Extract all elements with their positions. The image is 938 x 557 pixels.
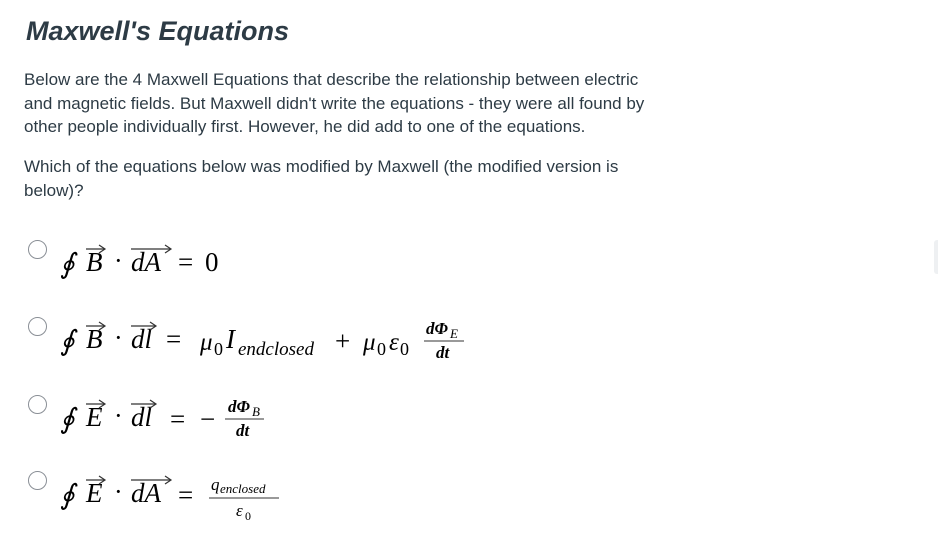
prompt-line: Which of the equations below was modified by Maxwell (the modified version is [24, 157, 619, 176]
fraction-numerator-subscript: enclosed [220, 481, 266, 496]
answer-equation-a [58, 236, 258, 280]
question-title: Maxwell's Equations [26, 16, 289, 46]
vector-dl: dl [131, 324, 153, 354]
minus-sign: − [200, 404, 216, 434]
equation-ampere-maxwell [58, 312, 478, 368]
intro-line: and magnetic fields. But Maxwell didn't write the equations - they were all found by [24, 93, 645, 113]
rhs-zero: 0 [205, 247, 219, 277]
answer-radio-d[interactable] [28, 471, 47, 490]
epsilon-subscript: 0 [400, 339, 409, 359]
answer-radio-c[interactable] [28, 395, 47, 414]
mu-subscript: 0 [214, 339, 223, 359]
dot-operator: · [114, 401, 123, 430]
vector-dl: dl [131, 402, 153, 432]
equals-sign: = [166, 324, 182, 354]
dot-operator: · [114, 477, 123, 506]
vector-da: dA [131, 478, 161, 508]
scroll-edge-indicator [934, 240, 938, 274]
answer-equation-b [58, 312, 478, 368]
answer-radio-a[interactable] [28, 240, 47, 259]
equals-sign: = [170, 404, 186, 434]
dot-operator: · [114, 246, 123, 275]
equation-gauss-magnetism [58, 236, 258, 280]
equation-gauss [58, 466, 298, 524]
vector-e: E [86, 478, 103, 508]
fraction-numerator: q [211, 475, 220, 494]
current-symbol: I [226, 324, 235, 354]
equals-sign: = [178, 480, 194, 510]
epsilon-symbol: ε [389, 329, 399, 356]
vector-b: B [86, 247, 103, 277]
answer-equation-c [58, 390, 288, 446]
fraction-numerator-subscript: B [252, 404, 260, 419]
intro-line: Below are the 4 Maxwell Equations that describe the relationship between electric [24, 70, 639, 89]
intro-line: other people individually first. However, he did add to one of the equations. [24, 117, 586, 136]
question-intro [24, 68, 764, 139]
current-subscript: endclosed [238, 339, 314, 360]
fraction-numerator: dΦ [228, 397, 250, 416]
equation-faraday [58, 390, 288, 446]
prompt-line: below)? [24, 180, 84, 200]
vector-e: E [86, 402, 103, 432]
answer-equation-d [58, 466, 298, 524]
mu-subscript: 0 [377, 339, 386, 359]
fraction-numerator: dΦ [426, 319, 448, 338]
equals-sign: = [178, 247, 194, 277]
contour-integral-symbol: ∮ [60, 480, 75, 511]
fraction-denominator: dt [236, 421, 250, 440]
question-prompt [24, 155, 764, 202]
fraction-numerator-subscript: E [450, 326, 458, 341]
dot-operator: · [114, 323, 123, 352]
vector-b: B [86, 324, 103, 354]
contour-integral-symbol: ∮ [60, 326, 75, 357]
fraction-denominator: ε [236, 501, 243, 520]
contour-integral-symbol: ∮ [60, 404, 75, 435]
fraction-denominator: dt [436, 343, 450, 362]
mu-symbol: μ [200, 329, 213, 356]
contour-integral-symbol: ∮ [60, 249, 75, 280]
vector-da: dA [131, 247, 161, 277]
mu-symbol: μ [363, 329, 376, 356]
plus-sign: + [335, 326, 351, 356]
fraction-denominator-subscript: 0 [245, 509, 251, 523]
answer-radio-b[interactable] [28, 317, 47, 336]
